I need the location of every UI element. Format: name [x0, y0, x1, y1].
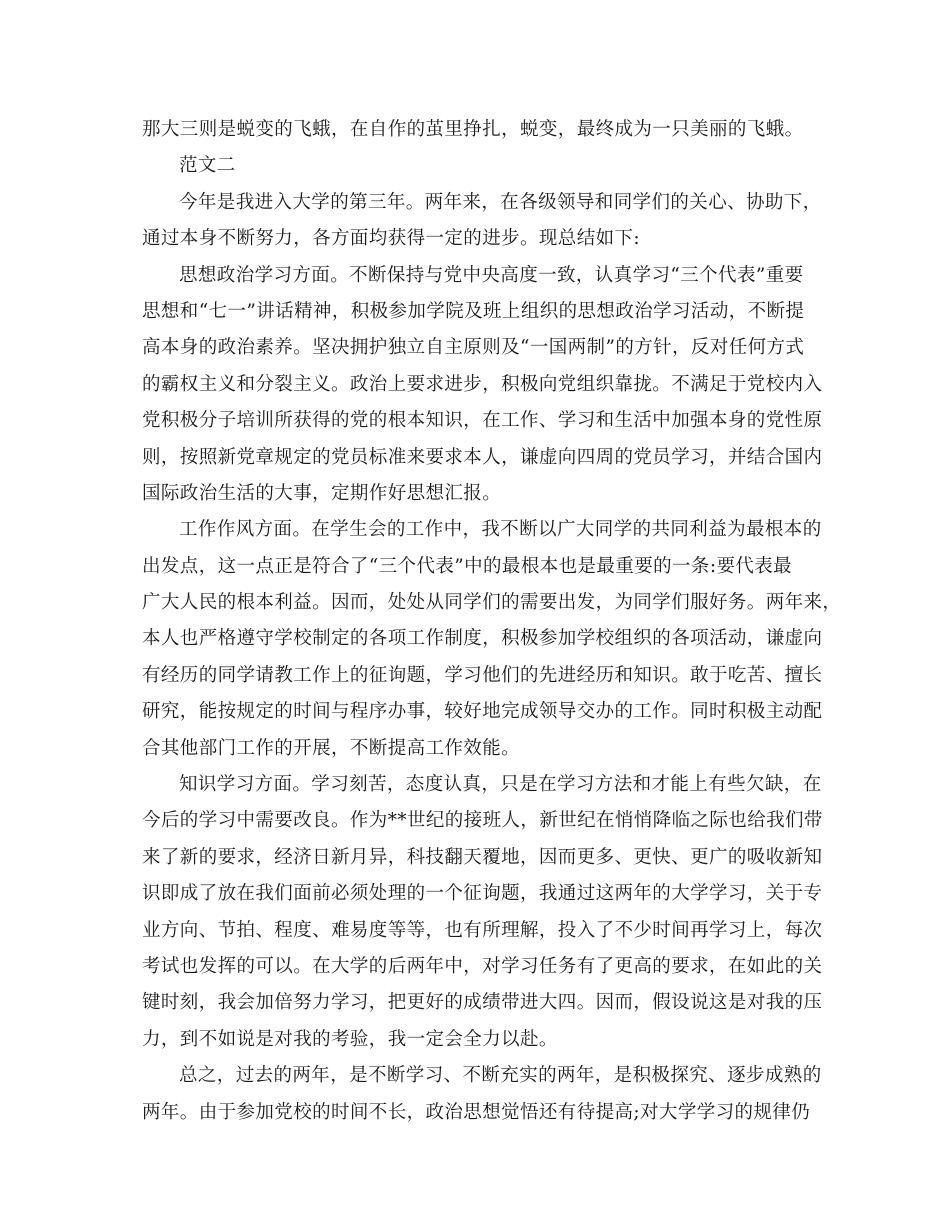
text-line: 键时刻，我会加倍努力学习，把更好的成绩带进大四。因而，假设说这是对我的压 — [142, 992, 823, 1014]
text-line: 识即成了放在我们面前必须处理的一个征询题，我通过这两年的大学学习，关于专 — [142, 883, 823, 905]
text-line: 思想和“七一”讲话精神，积极参加学院及班上组织的思想政治学习活动，不断提 — [142, 300, 805, 322]
text-line: 来了新的要求，经济日新月异，科技翻天覆地，因而更多、更快、更广的吸收新知 — [142, 846, 823, 868]
text-line: 党积极分子培训所获得的党的根本知识，在工作、学习和生活中加强本身的党性原 — [142, 410, 823, 432]
text-line: 研究，能按规定的时间与程序办事，较好地完成领导交办的工作。同时积极主动配 — [142, 701, 823, 723]
text-line: 业方向、节拍、程度、难易度等等，也有所理解，投入了不少时间再学习上，每次 — [142, 919, 823, 941]
text-line: 知识学习方面。学习刻苦，态度认真，只是在学习方法和才能上有些欠缺，在 — [179, 774, 822, 796]
section-heading: 范文二 — [179, 155, 236, 177]
text-line: 考试也发挥的可以。在大学的后两年中，对学习任务有了更高的要求，在如此的关 — [142, 955, 823, 977]
text-line: 工作作风方面。在学生会的工作中，我不断以广大同学的共同利益为最根本的 — [179, 519, 822, 541]
text-line: 总之，过去的两年，是不断学习、不断充实的两年，是积极探究、逐步成熟的 — [179, 1065, 822, 1087]
text-line: 合其他部门工作的开展，不断提高工作效能。 — [142, 737, 521, 759]
text-line: 通过本身不断努力，各方面均获得一定的进步。现总结如下: — [142, 228, 641, 250]
text-line: 则，按照新党章规定的党员标准来要求本人，谦虚向四周的党员学习，并结合国内 — [142, 446, 823, 468]
text-line: 出发点，这一点正是符合了“三个代表”中的最根本也是最重要的一条:要代表最 — [142, 555, 793, 577]
text-line: 今后的学习中需要改良。作为**世纪的接班人，新世纪在悄悄降临之际也给我们带 — [142, 810, 823, 832]
text-line: 有经历的同学请教工作上的征询题，学习他们的先进经历和知识。敢于吃苦、擅长 — [142, 664, 823, 686]
text-line: 国际政治生活的大事，定期作好思想汇报。 — [142, 482, 502, 504]
text-line: 两年。由于参加党校的时间不长，政治思想觉悟还有待提高;对大学学习的规律仍 — [142, 1101, 811, 1123]
text-line: 力，到不如说是对我的考验，我一定会全力以赴。 — [142, 1028, 558, 1050]
text-line: 高本身的政治素养。坚决拥护独立自主原则及“一国两制”的方针，反对任何方式 — [142, 337, 805, 359]
text-line: 那大三则是蜕变的飞蛾，在自作的茧里挣扎，蜕变，最终成为一只美丽的飞蛾。 — [142, 119, 804, 140]
text-line: 广大人民的根本利益。因而，处处从同学们的需要出发，为同学们服好务。两年来， — [142, 592, 842, 614]
text-line: 本人也严格遵守学校制定的各项工作制度，积极参加学校组织的各项活动，谦虚向 — [142, 628, 823, 650]
document-body — [142, 112, 842, 1131]
text-line: 今年是我进入大学的第三年。两年来，在各级领导和同学们的关心、协助下， — [179, 191, 822, 213]
text-line: 思想政治学习方面。不断保持与党中央高度一致，认真学习“三个代表”重要 — [179, 264, 804, 286]
text-line: 的霸权主义和分裂主义。政治上要求进步，积极向党组织靠拢。不满足于党校内入 — [142, 373, 823, 395]
